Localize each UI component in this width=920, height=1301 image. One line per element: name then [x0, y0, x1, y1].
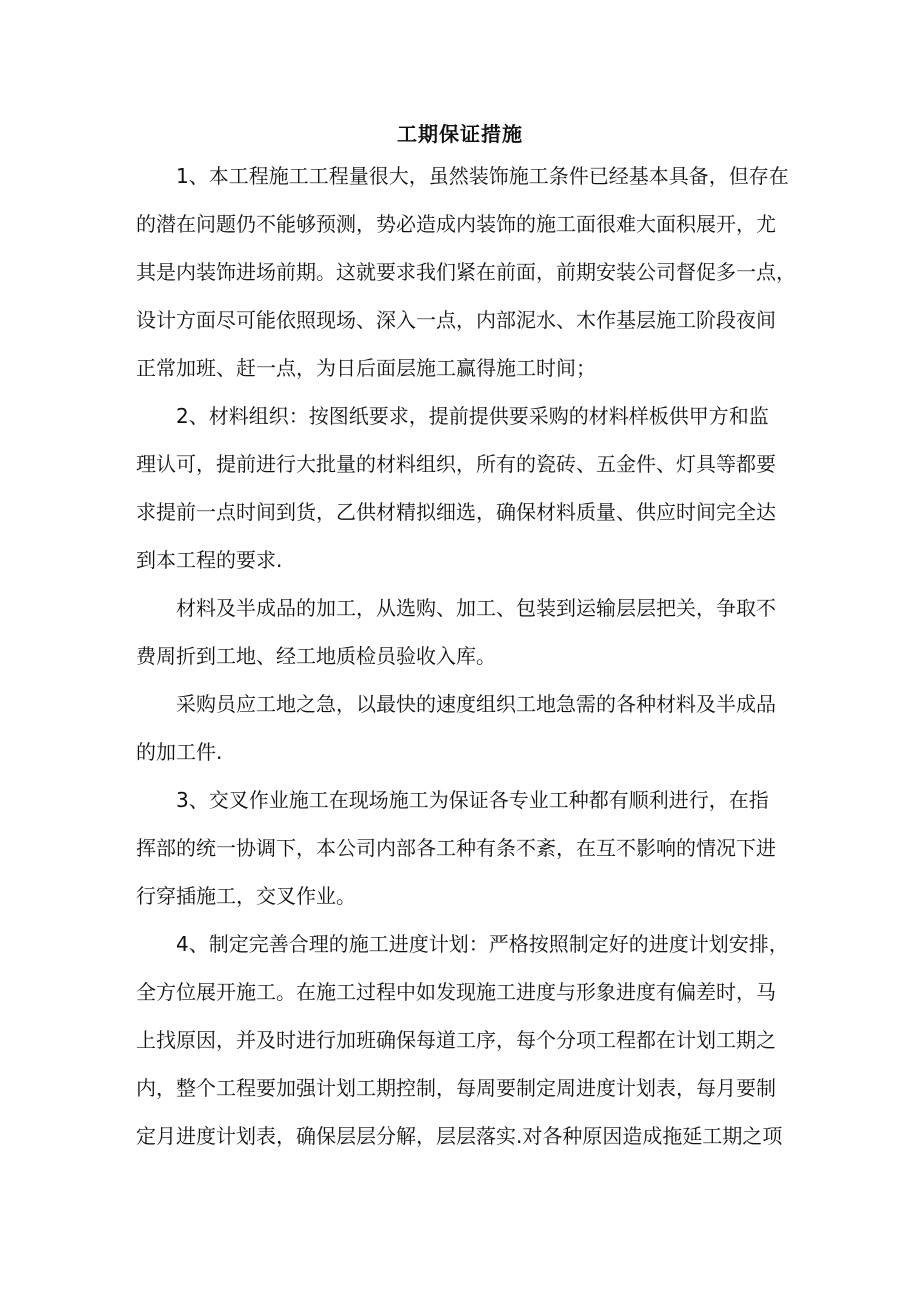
paragraph-line: 求提前一点时间到货，乙供材精拟细选，确保材料质量、供应时间完全达	[136, 500, 776, 524]
paragraph-line: 3、交叉作业施工在现场施工为保证各专业工种都有顺利进行，在指	[176, 788, 769, 812]
paragraph-6	[136, 928, 794, 1152]
paragraph-line: 上找原因，并及时进行加班确保每道工序，每个分项工程都在计划工期之	[136, 1028, 776, 1052]
paragraph-line: 全方位展开施工。在施工过程中如发现施工进度与形象进度有偏差时，马	[136, 980, 776, 1004]
document-body	[136, 160, 794, 1168]
paragraph-line: 采购员应工地之急，以最快的速度组织工地急需的各种材料及半成品	[176, 692, 776, 716]
paragraph-line: 1、本工程施工工程量很大，虽然装饰施工条件已经基本具备，但存在	[176, 164, 789, 188]
paragraph-2	[136, 400, 794, 576]
paragraph-line: 行穿插施工，交叉作业。	[136, 884, 356, 908]
paragraph-line: 材料及半成品的加工，从选购、加工、包装到运输层层把关，争取不	[176, 596, 776, 620]
paragraph-line: 理认可，提前进行大批量的材料组织，所有的瓷砖、五金件、灯具等都要	[136, 452, 776, 476]
paragraph-line: 4、制定完善合理的施工进度计划：严格按照制定好的进度计划安排，	[176, 932, 789, 956]
paragraph-4	[136, 688, 794, 768]
paragraph-line: 设计方面尽可能依照现场、深入一点，内部泥水、木作基层施工阶段夜间	[136, 308, 776, 332]
paragraph-5	[136, 784, 794, 912]
paragraph-line: 其是内装饰进场前期。这就要求我们紧在前面，前期安装公司督促多一点，	[136, 260, 796, 284]
paragraph-line: 费周折到工地、经工地质检员验收入库。	[136, 644, 496, 668]
paragraph-line: 定月进度计划表，确保层层分解，层层落实.对各种原因造成拖延工期之项	[136, 1124, 783, 1148]
paragraph-line: 2、材料组织：按图纸要求，提前提供要采购的材料样板供甲方和监	[176, 404, 769, 428]
paragraph-line: 挥部的统一协调下，本公司内部各工种有条不紊，在互不影响的情况下进	[136, 836, 776, 860]
paragraph-line: 内，整个工程要加强计划工期控制，每周要制定周进度计划表，每月要制	[136, 1076, 776, 1100]
paragraph-1	[136, 160, 794, 384]
paragraph-line: 的潜在问题仍不能够预测，势必造成内装饰的施工面很难大面积展开，尤	[136, 212, 776, 236]
paragraph-3	[136, 592, 794, 672]
document-title: 工期保证措施	[397, 122, 523, 146]
paragraph-line: 正常加班、赶一点，为日后面层施工赢得施工时间；	[136, 356, 596, 380]
paragraph-line: 到本工程的要求.	[136, 548, 283, 572]
paragraph-line: 的加工件.	[136, 740, 223, 764]
